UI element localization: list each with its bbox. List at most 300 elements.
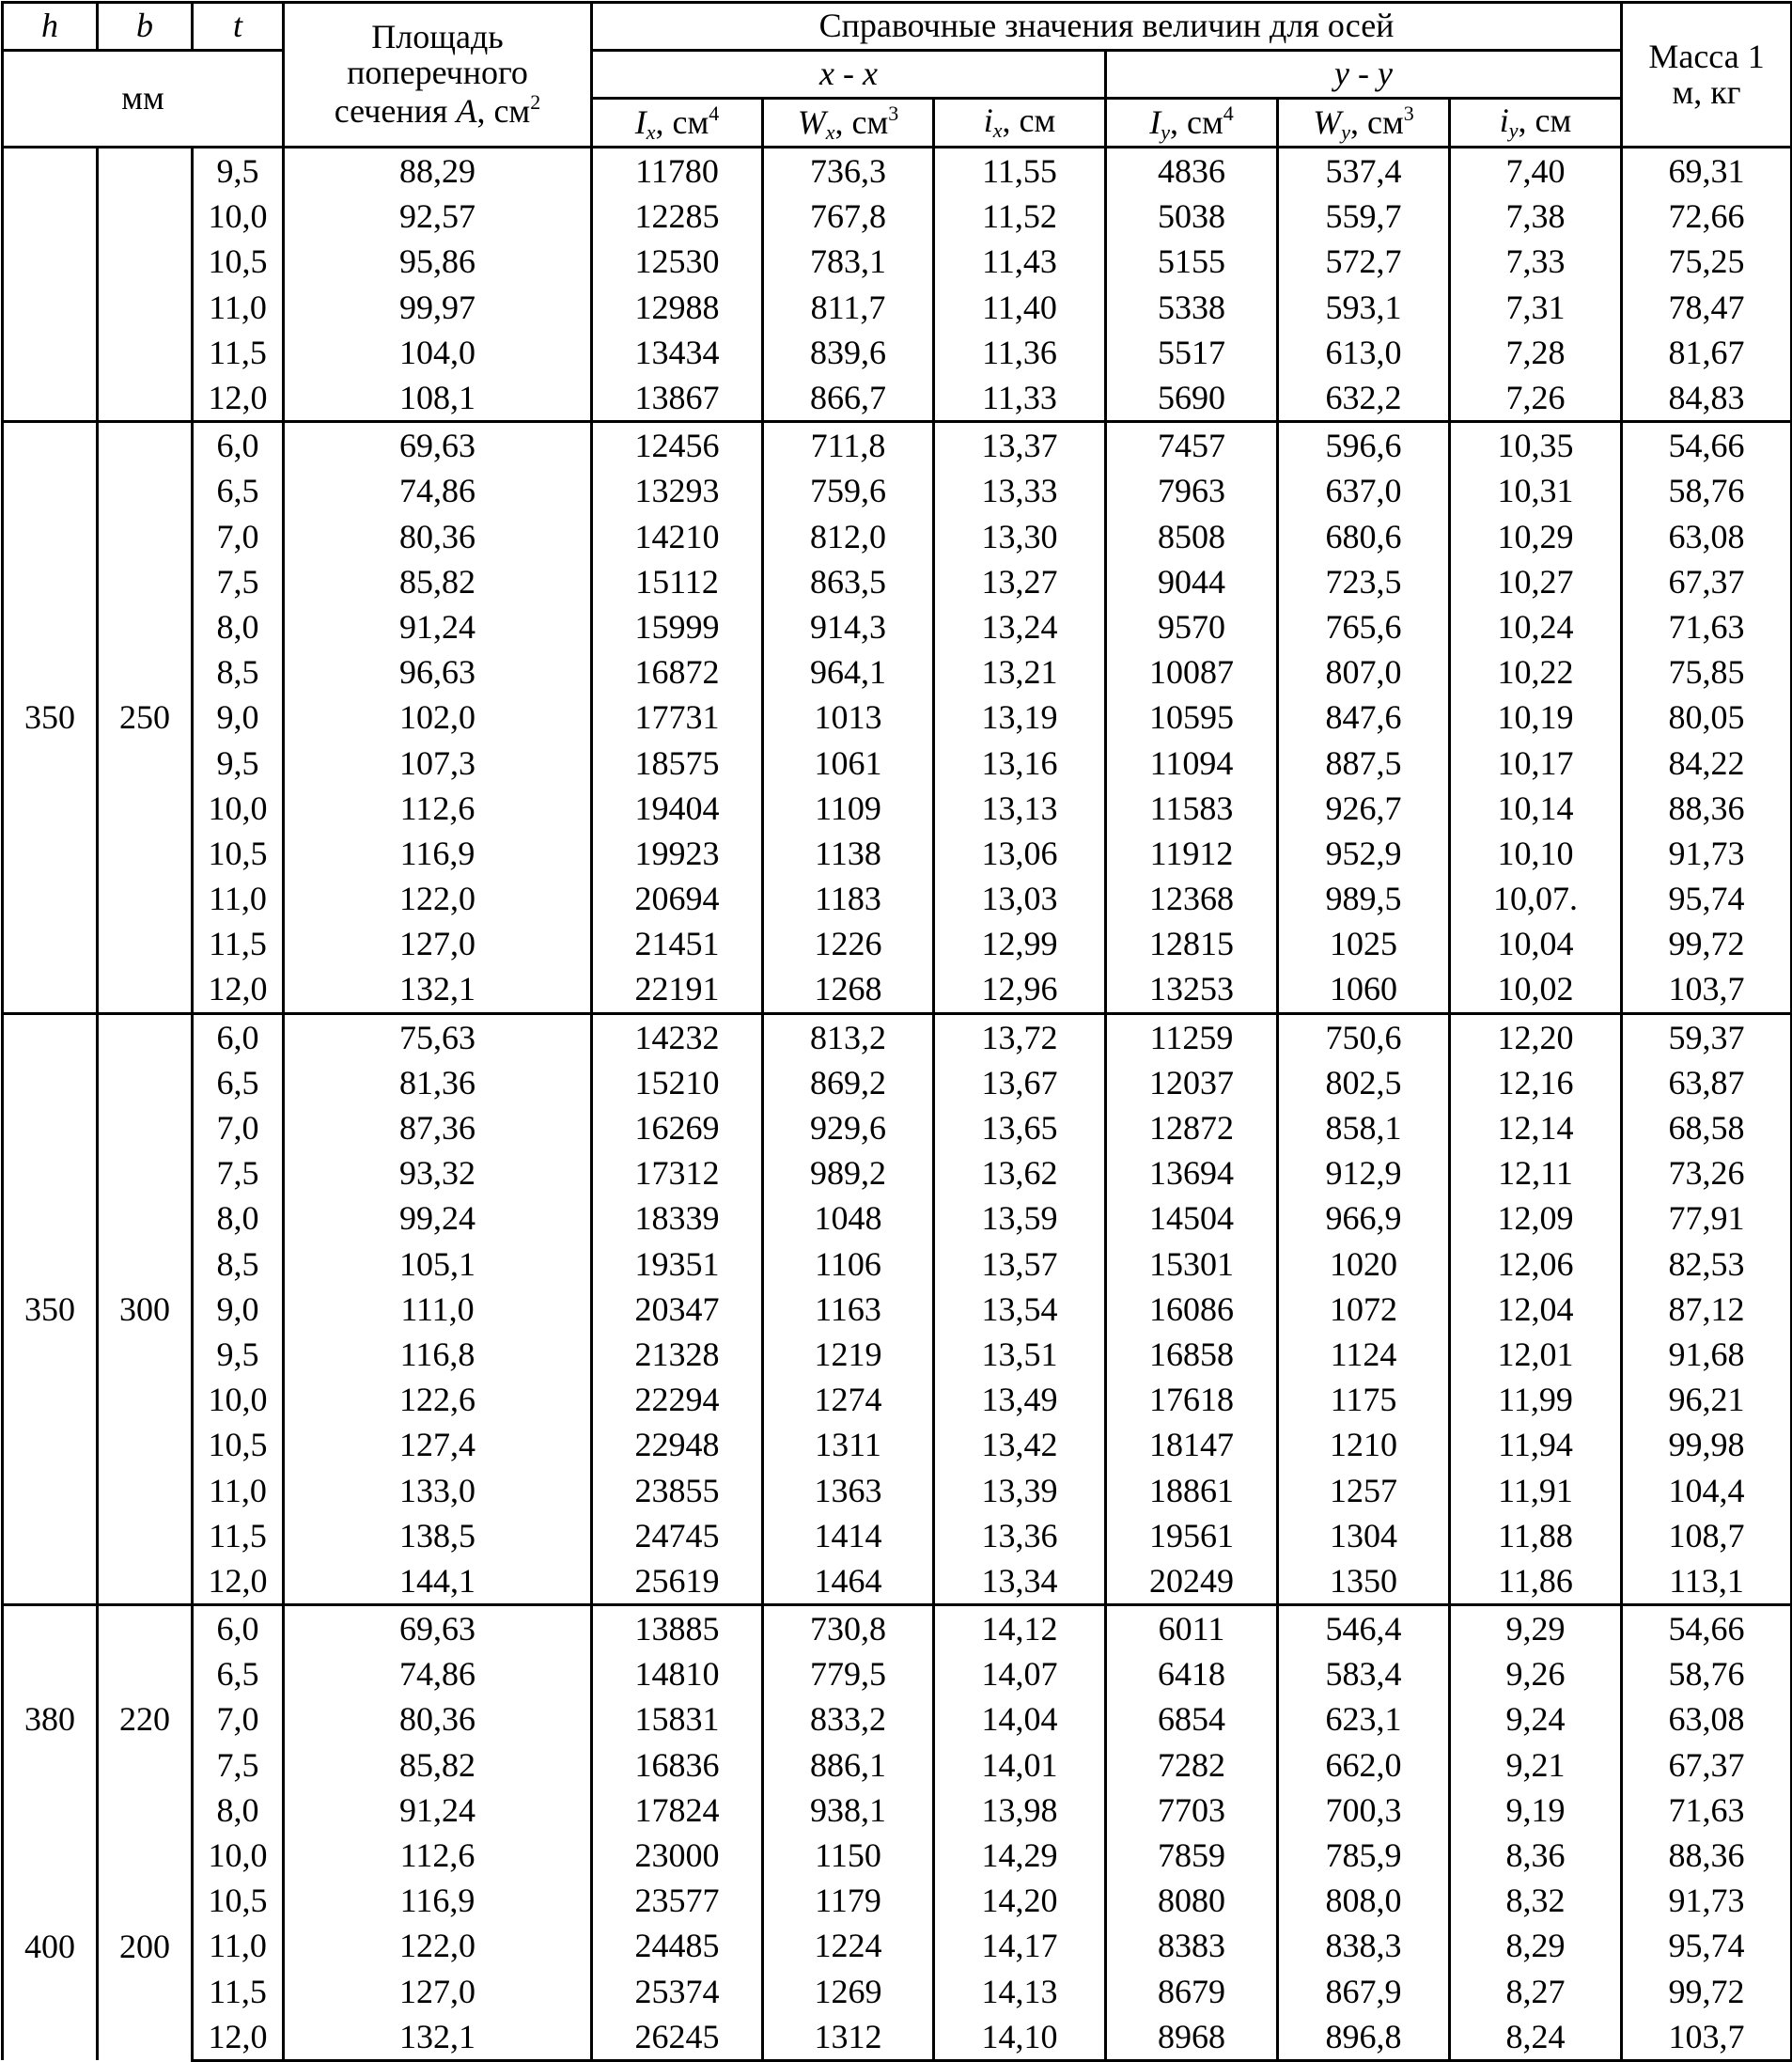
cell-ix: 14,13 xyxy=(934,1969,1106,2014)
cell-iy: 10,22 xyxy=(1450,649,1622,695)
cell-Wy: 662,0 xyxy=(1278,1742,1450,1788)
cell-area: 104,0 xyxy=(284,330,592,375)
Wy-unit: , см xyxy=(1350,102,1404,141)
cell-Wx: 1179 xyxy=(763,1878,934,1923)
table-row xyxy=(3,2014,1792,2061)
axis-x-header: x - x xyxy=(592,51,1106,99)
Iy-unit: , см xyxy=(1170,102,1223,141)
cell-Ix: 24485 xyxy=(592,1923,763,1968)
cell-ix: 13,49 xyxy=(934,1377,1106,1422)
cell-Ix: 13885 xyxy=(592,1605,763,1652)
cell-iy: 7,33 xyxy=(1450,239,1622,284)
cell-Iy: 10595 xyxy=(1106,695,1278,740)
cell-iy: 7,38 xyxy=(1450,194,1622,239)
cell-Iy: 16086 xyxy=(1106,1287,1278,1332)
cell-Ix: 22294 xyxy=(592,1377,763,1422)
cell-Iy: 9570 xyxy=(1106,604,1278,649)
cell-iy: 12,04 xyxy=(1450,1287,1622,1332)
Wx-symbol: W xyxy=(797,102,826,141)
cell-ix: 14,17 xyxy=(934,1923,1106,1968)
cell-Ix: 13293 xyxy=(592,468,763,513)
Wy-symbol: W xyxy=(1313,102,1342,141)
cell-iy: 9,21 xyxy=(1450,1742,1622,1788)
cell-Wy: 785,9 xyxy=(1278,1833,1450,1878)
cell-t: 11,0 xyxy=(193,876,284,921)
Wy-pow: 3 xyxy=(1403,101,1414,125)
cell-t: 12,0 xyxy=(193,966,284,1013)
cell-Wy: 593,1 xyxy=(1278,285,1450,330)
cell-Ix: 25619 xyxy=(592,1558,763,1605)
cell-mass: 63,08 xyxy=(1622,514,1792,559)
cell-ix: 11,55 xyxy=(934,148,1106,195)
cell-t: 7,5 xyxy=(193,559,284,604)
cell-iy: 12,14 xyxy=(1450,1105,1622,1150)
cell-Ix: 25374 xyxy=(592,1969,763,2014)
cell-mass: 103,7 xyxy=(1622,966,1792,1013)
cell-t: 11,0 xyxy=(193,1923,284,1968)
cell-Iy: 12037 xyxy=(1106,1060,1278,1105)
cell-area: 99,24 xyxy=(284,1195,592,1241)
cell-area: 74,86 xyxy=(284,468,592,513)
cell-t: 7,0 xyxy=(193,1696,284,1742)
table-row xyxy=(3,966,1792,1013)
cell-Wy: 1210 xyxy=(1278,1422,1450,1467)
cell-iy: 11,99 xyxy=(1450,1377,1622,1422)
cell-t: 9,5 xyxy=(193,740,284,785)
cell-Wy: 1304 xyxy=(1278,1513,1450,1558)
cell-mass: 91,73 xyxy=(1622,1878,1792,1923)
cell-Wy: 1124 xyxy=(1278,1332,1450,1377)
cell-area: 92,57 xyxy=(284,194,592,239)
cell-Wy: 623,1 xyxy=(1278,1696,1450,1742)
cell-t: 6,5 xyxy=(193,1060,284,1105)
cell-Wx: 1013 xyxy=(763,695,934,740)
cell-Wx: 1163 xyxy=(763,1287,934,1332)
area-unit: , см xyxy=(476,91,531,130)
cell-Iy: 5038 xyxy=(1106,194,1278,239)
cell-area: 105,1 xyxy=(284,1242,592,1287)
cell-mass: 99,98 xyxy=(1622,1422,1792,1467)
cell-Wx: 1363 xyxy=(763,1467,934,1512)
table-row xyxy=(3,1422,1792,1467)
cell-ix: 14,12 xyxy=(934,1605,1106,1652)
table-row xyxy=(3,559,1792,604)
cell-mass: 75,85 xyxy=(1622,649,1792,695)
cell-mass: 91,68 xyxy=(1622,1332,1792,1377)
cell-Iy: 7703 xyxy=(1106,1788,1278,1833)
table-row xyxy=(3,1969,1792,2014)
cell-t: 6,0 xyxy=(193,1013,284,1060)
cell-area: 75,63 xyxy=(284,1013,592,1060)
cell-Ix: 24745 xyxy=(592,1513,763,1558)
cell-area: 95,86 xyxy=(284,239,592,284)
cell-Wy: 1257 xyxy=(1278,1467,1450,1512)
cell-Iy: 5690 xyxy=(1106,375,1278,422)
cell-iy: 10,14 xyxy=(1450,786,1622,831)
cell-ix: 14,29 xyxy=(934,1833,1106,1878)
table-row xyxy=(3,468,1792,513)
cell-ix: 13,51 xyxy=(934,1332,1106,1377)
cell-iy: 12,06 xyxy=(1450,1242,1622,1287)
cell-mass: 67,37 xyxy=(1622,1742,1792,1788)
cell-ix: 13,36 xyxy=(934,1513,1106,1558)
cell-mass: 69,31 xyxy=(1622,148,1792,195)
cell-t: 11,5 xyxy=(193,1513,284,1558)
cell-area: 107,3 xyxy=(284,740,592,785)
cell-iy: 12,20 xyxy=(1450,1013,1622,1060)
cell-Wy: 926,7 xyxy=(1278,786,1450,831)
table-row xyxy=(3,1467,1792,1512)
group-b-value: 300 xyxy=(98,1013,193,1604)
axis-y-header: y - y xyxy=(1106,51,1622,99)
cell-Iy: 8508 xyxy=(1106,514,1278,559)
cell-Iy: 4836 xyxy=(1106,148,1278,195)
cell-Ix: 17731 xyxy=(592,695,763,740)
table-row xyxy=(3,649,1792,695)
cell-iy: 7,31 xyxy=(1450,285,1622,330)
cell-Wx: 1048 xyxy=(763,1195,934,1241)
cell-Wy: 637,0 xyxy=(1278,468,1450,513)
ix-unit: , см xyxy=(1002,102,1056,140)
cell-ix: 11,52 xyxy=(934,194,1106,239)
cell-mass: 58,76 xyxy=(1622,468,1792,513)
col-mass-header xyxy=(1622,3,1792,148)
cell-iy: 10,10 xyxy=(1450,831,1622,876)
cell-Wy: 546,4 xyxy=(1278,1605,1450,1652)
cell-Iy: 17618 xyxy=(1106,1377,1278,1422)
cell-ix: 13,06 xyxy=(934,831,1106,876)
cell-iy: 8,32 xyxy=(1450,1878,1622,1923)
table-row xyxy=(3,1605,1792,1652)
table-row xyxy=(3,1287,1792,1332)
table-row xyxy=(3,786,1792,831)
cell-Wx: 914,3 xyxy=(763,604,934,649)
Ix-symbol: I xyxy=(634,102,647,141)
cell-area: 81,36 xyxy=(284,1060,592,1105)
cell-area: 112,6 xyxy=(284,1833,592,1878)
cell-t: 10,0 xyxy=(193,1377,284,1422)
cell-Wy: 838,3 xyxy=(1278,1923,1450,1968)
cell-Wx: 1150 xyxy=(763,1833,934,1878)
cell-t: 10,5 xyxy=(193,1422,284,1467)
cell-t: 9,0 xyxy=(193,695,284,740)
cell-t: 12,0 xyxy=(193,2014,284,2061)
cell-t: 10,0 xyxy=(193,1833,284,1878)
table-row xyxy=(3,239,1792,284)
cell-area: 99,97 xyxy=(284,285,592,330)
cell-Ix: 19404 xyxy=(592,786,763,831)
cell-Iy: 5517 xyxy=(1106,330,1278,375)
cell-Ix: 15999 xyxy=(592,604,763,649)
cell-area: 87,36 xyxy=(284,1105,592,1150)
table-row xyxy=(3,1742,1792,1788)
group-h-value: 400 xyxy=(3,1833,98,2060)
cell-Wy: 680,6 xyxy=(1278,514,1450,559)
cell-Iy: 12815 xyxy=(1106,921,1278,966)
cell-Wx: 767,8 xyxy=(763,194,934,239)
cell-t: 9,0 xyxy=(193,1287,284,1332)
cell-t: 6,0 xyxy=(193,422,284,469)
cell-area: 85,82 xyxy=(284,1742,592,1788)
col-Wy-header xyxy=(1278,99,1450,148)
cell-t: 8,5 xyxy=(193,649,284,695)
table-row xyxy=(3,831,1792,876)
cell-t: 9,5 xyxy=(193,1332,284,1377)
table-row xyxy=(3,1558,1792,1605)
cell-Wx: 1414 xyxy=(763,1513,934,1558)
cell-Wx: 833,2 xyxy=(763,1696,934,1742)
cell-iy: 10,31 xyxy=(1450,468,1622,513)
Iy-pow: 4 xyxy=(1223,101,1234,125)
cell-mass: 96,21 xyxy=(1622,1377,1792,1422)
cell-t: 6,0 xyxy=(193,1605,284,1652)
cell-Wy: 750,6 xyxy=(1278,1013,1450,1060)
mass-line1: Масса 1 xyxy=(1648,37,1765,75)
cell-ix: 12,96 xyxy=(934,966,1106,1013)
cell-Wy: 596,6 xyxy=(1278,422,1450,469)
cell-Wx: 811,7 xyxy=(763,285,934,330)
cell-t: 11,5 xyxy=(193,330,284,375)
table-row xyxy=(3,1651,1792,1696)
cell-mass: 81,67 xyxy=(1622,330,1792,375)
cell-Ix: 14210 xyxy=(592,514,763,559)
cell-t: 11,0 xyxy=(193,285,284,330)
table-row xyxy=(3,921,1792,966)
cell-mass: 88,36 xyxy=(1622,786,1792,831)
cell-area: 111,0 xyxy=(284,1287,592,1332)
cell-Wy: 1025 xyxy=(1278,921,1450,966)
cell-mass: 73,26 xyxy=(1622,1150,1792,1195)
cell-ix: 13,67 xyxy=(934,1060,1106,1105)
cell-t: 6,5 xyxy=(193,468,284,513)
cell-ix: 11,40 xyxy=(934,285,1106,330)
cell-Iy: 5155 xyxy=(1106,239,1278,284)
cell-iy: 12,11 xyxy=(1450,1150,1622,1195)
cell-Wy: 808,0 xyxy=(1278,1878,1450,1923)
table-row xyxy=(3,1195,1792,1241)
cell-Ix: 23577 xyxy=(592,1878,763,1923)
cell-Wx: 866,7 xyxy=(763,375,934,422)
Iy-symbol: I xyxy=(1149,102,1161,141)
cell-mass: 108,7 xyxy=(1622,1513,1792,1558)
table-row xyxy=(3,1878,1792,1923)
cell-Iy: 8383 xyxy=(1106,1923,1278,1968)
cell-iy: 10,17 xyxy=(1450,740,1622,785)
cell-mass: 54,66 xyxy=(1622,1605,1792,1652)
cell-area: 112,6 xyxy=(284,786,592,831)
cell-Iy: 11583 xyxy=(1106,786,1278,831)
cell-Ix: 23855 xyxy=(592,1467,763,1512)
cell-Ix: 18575 xyxy=(592,740,763,785)
Wx-pow: 3 xyxy=(888,101,899,125)
area-power: 2 xyxy=(530,89,541,114)
cell-area: 122,0 xyxy=(284,1923,592,1968)
cell-area: 80,36 xyxy=(284,514,592,559)
cell-Wx: 711,8 xyxy=(763,422,934,469)
cell-ix: 12,99 xyxy=(934,921,1106,966)
col-b-header: b xyxy=(98,3,193,51)
cell-iy: 12,01 xyxy=(1450,1332,1622,1377)
cell-Iy: 7457 xyxy=(1106,422,1278,469)
cell-mass: 58,76 xyxy=(1622,1651,1792,1696)
cell-iy: 9,19 xyxy=(1450,1788,1622,1833)
table-row xyxy=(3,194,1792,239)
cell-Ix: 20694 xyxy=(592,876,763,921)
cell-ix: 13,72 xyxy=(934,1013,1106,1060)
cell-Wx: 1311 xyxy=(763,1422,934,1467)
table-row xyxy=(3,1377,1792,1422)
cell-ix: 11,43 xyxy=(934,239,1106,284)
cell-area: 91,24 xyxy=(284,604,592,649)
cell-Iy: 8080 xyxy=(1106,1878,1278,1923)
cell-t: 7,5 xyxy=(193,1742,284,1788)
cell-Iy: 5338 xyxy=(1106,285,1278,330)
cell-ix: 11,36 xyxy=(934,330,1106,375)
cell-Ix: 14232 xyxy=(592,1013,763,1060)
table-row xyxy=(3,695,1792,740)
table-header xyxy=(3,3,1792,148)
cell-area: 88,29 xyxy=(284,148,592,195)
cell-Wx: 1109 xyxy=(763,786,934,831)
cell-iy: 10,07. xyxy=(1450,876,1622,921)
cell-Wy: 765,6 xyxy=(1278,604,1450,649)
Wx-unit: , см xyxy=(834,102,889,141)
cell-area: 93,32 xyxy=(284,1150,592,1195)
cell-t: 8,0 xyxy=(193,1195,284,1241)
cell-t: 11,5 xyxy=(193,1969,284,2014)
cell-Wx: 813,2 xyxy=(763,1013,934,1060)
cell-mass: 99,72 xyxy=(1622,1969,1792,2014)
cell-Wx: 886,1 xyxy=(763,1742,934,1788)
cell-Wy: 1350 xyxy=(1278,1558,1450,1605)
col-Wx-header xyxy=(763,99,934,148)
cell-area: 127,0 xyxy=(284,921,592,966)
Wx-sub: x xyxy=(825,119,835,144)
cell-ix: 14,04 xyxy=(934,1696,1106,1742)
cell-t: 10,0 xyxy=(193,194,284,239)
cell-Iy: 12872 xyxy=(1106,1105,1278,1150)
cell-Ix: 18339 xyxy=(592,1195,763,1241)
cell-t: 11,0 xyxy=(193,1467,284,1512)
cell-area: 144,1 xyxy=(284,1558,592,1605)
cell-Wx: 1138 xyxy=(763,831,934,876)
cell-ix: 13,39 xyxy=(934,1467,1106,1512)
cell-Ix: 26245 xyxy=(592,2014,763,2061)
cell-Ix: 20347 xyxy=(592,1287,763,1332)
cell-t: 7,0 xyxy=(193,514,284,559)
table-row xyxy=(3,740,1792,785)
table-row xyxy=(3,285,1792,330)
cell-area: 69,63 xyxy=(284,1605,592,1652)
col-iy-header xyxy=(1450,99,1622,148)
cell-ix: 14,20 xyxy=(934,1878,1106,1923)
cell-Wx: 730,8 xyxy=(763,1605,934,1652)
cell-t: 10,5 xyxy=(193,831,284,876)
cell-t: 12,0 xyxy=(193,375,284,422)
col-t-header: t xyxy=(193,3,284,51)
cell-Ix: 15210 xyxy=(592,1060,763,1105)
Ix-sub: x xyxy=(646,119,656,144)
cell-Iy: 6011 xyxy=(1106,1605,1278,1652)
cell-Wx: 736,3 xyxy=(763,148,934,195)
cell-Wy: 572,7 xyxy=(1278,239,1450,284)
cell-ix: 14,10 xyxy=(934,2014,1106,2061)
cell-Iy: 18861 xyxy=(1106,1467,1278,1512)
cell-ix: 13,16 xyxy=(934,740,1106,785)
cell-t: 11,5 xyxy=(193,921,284,966)
cell-area: 132,1 xyxy=(284,2014,592,2061)
cell-mass: 71,63 xyxy=(1622,1788,1792,1833)
cell-mass: 59,37 xyxy=(1622,1013,1792,1060)
table-row xyxy=(3,422,1792,469)
cell-Wx: 1061 xyxy=(763,740,934,785)
cell-mass: 82,53 xyxy=(1622,1242,1792,1287)
cell-iy: 8,29 xyxy=(1450,1923,1622,1968)
table-row xyxy=(3,604,1792,649)
cell-Wy: 887,5 xyxy=(1278,740,1450,785)
cell-Wy: 896,8 xyxy=(1278,2014,1450,2061)
cell-ix: 13,30 xyxy=(934,514,1106,559)
cell-ix: 13,42 xyxy=(934,1422,1106,1467)
cell-Iy: 13694 xyxy=(1106,1150,1278,1195)
cell-Wy: 847,6 xyxy=(1278,695,1450,740)
cell-iy: 11,91 xyxy=(1450,1467,1622,1512)
table-row xyxy=(3,1788,1792,1833)
cell-Ix: 19923 xyxy=(592,831,763,876)
cell-t: 12,0 xyxy=(193,1558,284,1605)
cell-area: 138,5 xyxy=(284,1513,592,1558)
cell-Ix: 13867 xyxy=(592,375,763,422)
cell-Ix: 11780 xyxy=(592,148,763,195)
cell-Wx: 783,1 xyxy=(763,239,934,284)
cell-mass: 99,72 xyxy=(1622,921,1792,966)
cell-Wy: 1020 xyxy=(1278,1242,1450,1287)
cell-Wy: 613,0 xyxy=(1278,330,1450,375)
cell-t: 10,5 xyxy=(193,1878,284,1923)
cell-Iy: 14504 xyxy=(1106,1195,1278,1241)
cell-iy: 11,88 xyxy=(1450,1513,1622,1558)
cell-area: 108,1 xyxy=(284,375,592,422)
cell-area: 91,24 xyxy=(284,1788,592,1833)
cell-iy: 10,27 xyxy=(1450,559,1622,604)
cell-ix: 13,37 xyxy=(934,422,1106,469)
cell-Iy: 9044 xyxy=(1106,559,1278,604)
cell-mass: 88,36 xyxy=(1622,1833,1792,1878)
cell-t: 7,5 xyxy=(193,1150,284,1195)
cell-Iy: 18147 xyxy=(1106,1422,1278,1467)
cell-ix: 13,65 xyxy=(934,1105,1106,1150)
table-row xyxy=(3,514,1792,559)
cell-mass: 84,83 xyxy=(1622,375,1792,422)
group-b-value: 220 xyxy=(98,1605,193,1833)
cell-iy: 10,35 xyxy=(1450,422,1622,469)
cell-Wx: 1312 xyxy=(763,2014,934,2061)
ix-sub: x xyxy=(992,118,1003,143)
table-body xyxy=(3,148,1792,2061)
cell-ix: 13,34 xyxy=(934,1558,1106,1605)
cell-Iy: 11094 xyxy=(1106,740,1278,785)
cell-t: 6,5 xyxy=(193,1651,284,1696)
cell-Iy: 19561 xyxy=(1106,1513,1278,1558)
cell-iy: 7,40 xyxy=(1450,148,1622,195)
cell-Iy: 20249 xyxy=(1106,1558,1278,1605)
section-properties-table xyxy=(1,1,1792,2062)
iy-symbol: i xyxy=(1499,102,1509,140)
cell-Ix: 15112 xyxy=(592,559,763,604)
cell-area: 116,9 xyxy=(284,1878,592,1923)
col-h-header: h xyxy=(3,3,98,51)
cell-Wx: 929,6 xyxy=(763,1105,934,1150)
